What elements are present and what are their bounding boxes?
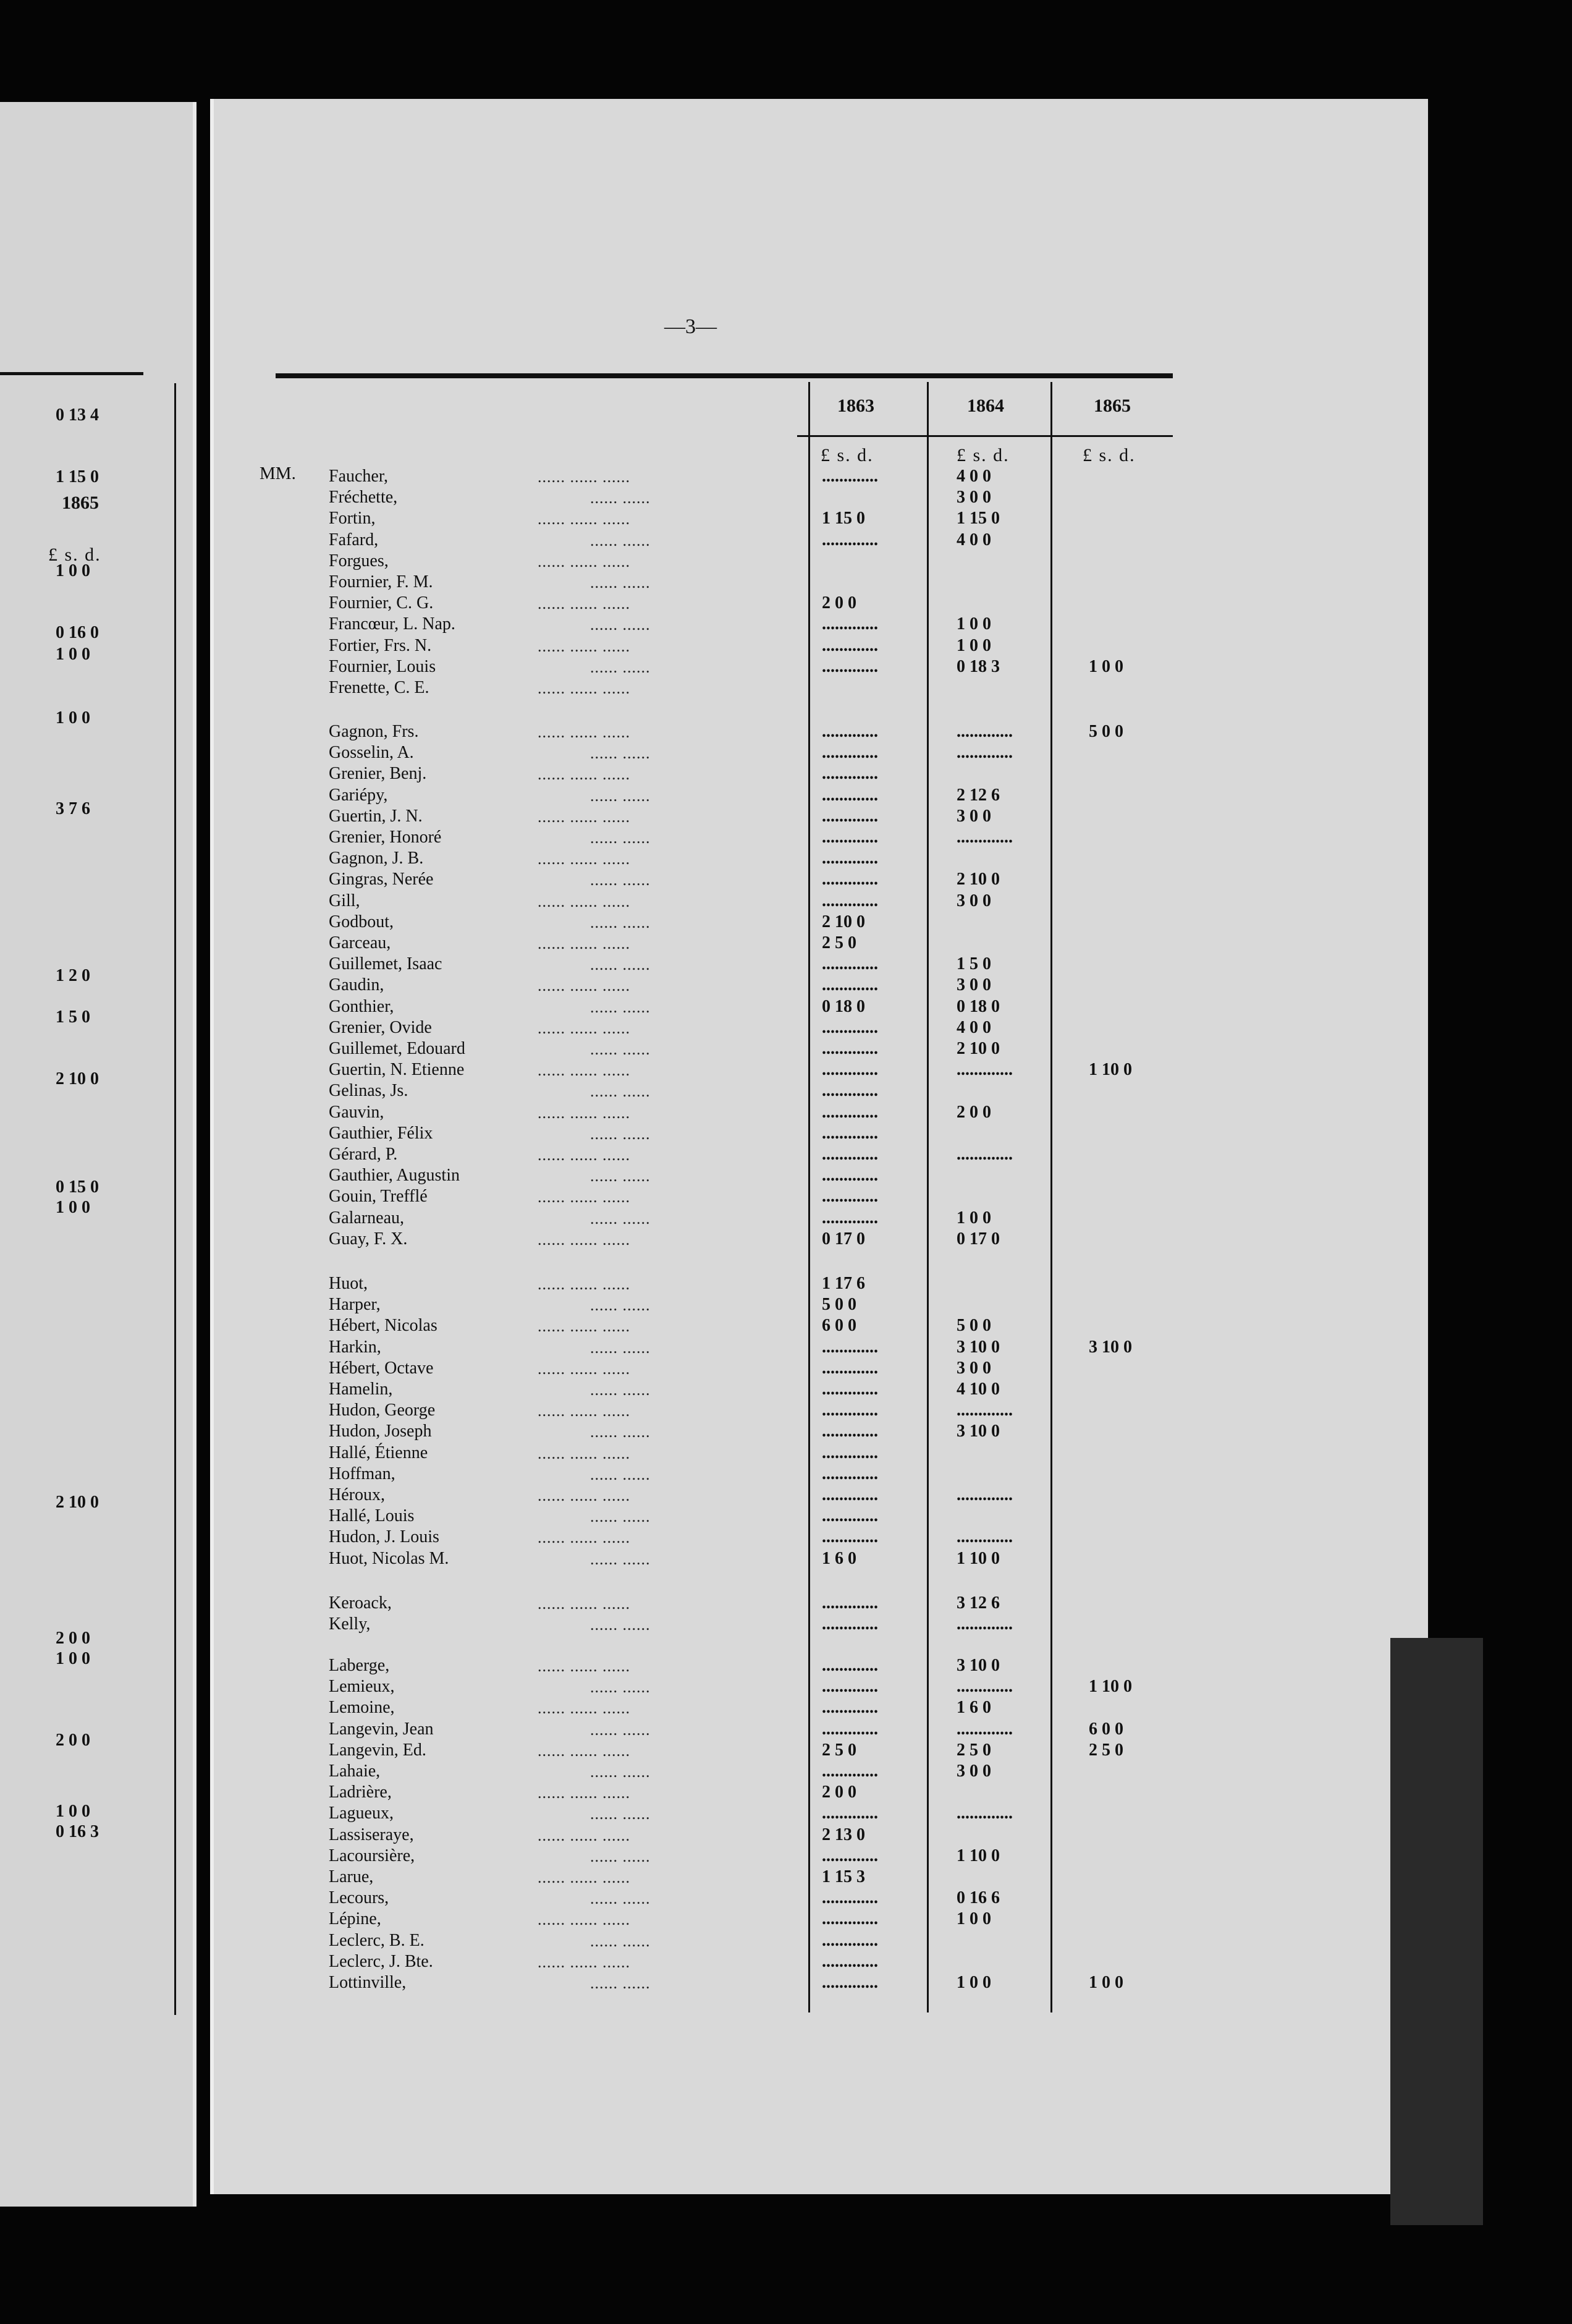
amount-1864: 3 0 0 bbox=[957, 1762, 991, 1781]
amount-1865: 1 0 0 bbox=[1089, 657, 1123, 676]
amount-1863: ............. bbox=[822, 1018, 878, 1037]
amount-1864: ............. bbox=[957, 1677, 1013, 1696]
header-rule bbox=[276, 373, 1173, 378]
entry-name: Frenette, C. E. bbox=[329, 678, 429, 697]
amount-1863: ............. bbox=[822, 807, 878, 826]
amount-1863: ............. bbox=[822, 1443, 878, 1462]
leader-dots: ...... ...... bbox=[590, 1210, 651, 1228]
facing-page-amount: 0 16 3 bbox=[56, 1822, 99, 1841]
leader-dots: ...... ...... bbox=[590, 1805, 651, 1823]
entry-name: Gauvin, bbox=[329, 1103, 384, 1122]
amount-1864: 1 10 0 bbox=[957, 1549, 1000, 1568]
entry-name: Guertin, N. Etienne bbox=[329, 1060, 465, 1079]
leader-dots: ...... ...... bbox=[590, 1763, 651, 1781]
entry-name: Fortier, Frs. N. bbox=[329, 636, 432, 655]
leader-dots: ...... ...... ...... bbox=[538, 1868, 630, 1886]
entry-name: Kelly, bbox=[329, 1614, 371, 1634]
column-rule-1865 bbox=[1050, 382, 1052, 2012]
leader-dots: ...... ...... bbox=[590, 956, 651, 973]
facing-page-year: 1865 bbox=[62, 493, 99, 513]
entry-name: Guillemet, Edouard bbox=[329, 1039, 465, 1058]
leader-dots: ...... ...... ...... bbox=[538, 679, 630, 697]
leader-dots: ...... ...... ...... bbox=[538, 1188, 630, 1206]
leader-dots: ...... ...... bbox=[590, 744, 651, 762]
amount-1864: 3 0 0 bbox=[957, 891, 991, 910]
entry-name: Guertin, J. N. bbox=[329, 807, 423, 826]
entry-name: Gouin, Trefflé bbox=[329, 1187, 428, 1206]
entry-name: Fréchette, bbox=[329, 488, 398, 507]
entry-name: Gagnon, Frs. bbox=[329, 722, 419, 741]
leader-dots: ...... ...... ...... bbox=[538, 595, 630, 613]
amount-1863: 1 15 3 bbox=[822, 1867, 865, 1886]
book-edge bbox=[1390, 1638, 1483, 2225]
amount-1864: ............. bbox=[957, 722, 1013, 741]
leader-dots: ...... ...... ...... bbox=[538, 765, 630, 783]
amount-1863: ............. bbox=[822, 1338, 878, 1357]
amount-1863: ............. bbox=[822, 1846, 878, 1865]
leader-dots: ...... ...... ...... bbox=[538, 553, 630, 570]
entry-name: Leclerc, J. Bte. bbox=[329, 1952, 433, 1971]
amount-1864: 4 0 0 bbox=[957, 530, 991, 549]
amount-1863: ............. bbox=[822, 1593, 878, 1613]
facing-page-amount: 2 10 0 bbox=[56, 1493, 99, 1512]
entry-name: Héroux, bbox=[329, 1485, 385, 1504]
amount-1864: 5 0 0 bbox=[957, 1316, 991, 1335]
facing-page-amount: 1 5 0 bbox=[56, 1007, 90, 1027]
column-header-rule bbox=[797, 435, 1173, 437]
amount-1863: ............. bbox=[822, 764, 878, 783]
entry-name: Gingras, Nerée bbox=[329, 870, 434, 889]
entry-name: Keroack, bbox=[329, 1593, 392, 1613]
entry-name: Gill, bbox=[329, 891, 360, 910]
amount-1864: 3 10 0 bbox=[957, 1338, 1000, 1357]
amount-1864: 3 0 0 bbox=[957, 1359, 991, 1378]
leader-dots: ...... ...... bbox=[590, 1125, 651, 1143]
amount-1864: 1 0 0 bbox=[957, 614, 991, 634]
leader-dots: ...... ...... bbox=[590, 871, 651, 889]
entry-name: Hudon, J. Louis bbox=[329, 1527, 439, 1546]
leader-dots: ...... ...... bbox=[590, 574, 651, 592]
amount-1865: 5 0 0 bbox=[1089, 722, 1123, 741]
currency-header-1863: £ s. d. bbox=[821, 445, 874, 465]
amount-1863: 0 18 0 bbox=[822, 997, 865, 1016]
leader-dots: ...... ...... ...... bbox=[538, 1444, 630, 1462]
amount-1864: 3 10 0 bbox=[957, 1656, 1000, 1675]
amount-1863: ............. bbox=[822, 1973, 878, 1992]
leader-dots: ...... ...... bbox=[590, 1082, 651, 1100]
leader-dots: ...... ...... ...... bbox=[538, 1360, 630, 1378]
amount-1864: ............. bbox=[957, 1060, 1013, 1079]
facing-page-amount: 1 15 0 bbox=[56, 467, 99, 486]
entry-name: Francœur, L. Nap. bbox=[329, 614, 455, 634]
entry-name: Lépine, bbox=[329, 1909, 381, 1928]
amount-1863: ............. bbox=[822, 1081, 878, 1100]
entry-name: Grenier, Honoré bbox=[329, 828, 442, 847]
entry-name: Hallé, Louis bbox=[329, 1506, 415, 1525]
amount-1863: ............. bbox=[822, 722, 878, 741]
facing-page-amount: 2 0 0 bbox=[56, 1731, 90, 1750]
leader-dots: ...... ...... ...... bbox=[538, 1742, 630, 1760]
entry-name: Gosselin, A. bbox=[329, 743, 414, 762]
amount-1863: ............. bbox=[822, 1698, 878, 1717]
leader-dots: ...... ...... ...... bbox=[538, 1402, 630, 1420]
amount-1863: ............. bbox=[822, 870, 878, 889]
entry-name: Fournier, Louis bbox=[329, 657, 436, 676]
entry-name: Forgues, bbox=[329, 551, 389, 570]
entry-name: Harper, bbox=[329, 1295, 381, 1314]
amount-1863: 5 0 0 bbox=[822, 1295, 856, 1314]
leader-dots: ...... ...... ...... bbox=[538, 893, 630, 910]
amount-1863: ............. bbox=[822, 891, 878, 910]
entry-name: Grenier, Benj. bbox=[329, 764, 427, 783]
leader-dots: ...... ...... bbox=[590, 1847, 651, 1865]
facing-page-amount: 1 0 0 bbox=[56, 1649, 90, 1668]
amount-1863: ............. bbox=[822, 636, 878, 655]
leader-dots: ...... ...... ...... bbox=[538, 1061, 630, 1079]
entry-name: Hamelin, bbox=[329, 1380, 393, 1399]
amount-1863: ............. bbox=[822, 828, 878, 847]
amount-1864: 0 16 6 bbox=[957, 1888, 1000, 1907]
entry-name: Huot, bbox=[329, 1274, 368, 1293]
leader-dots: ...... ...... ...... bbox=[538, 1699, 630, 1717]
entry-name: Fortin, bbox=[329, 509, 376, 528]
leader-dots: ...... ...... ...... bbox=[538, 1486, 630, 1504]
amount-1863: ............. bbox=[822, 1039, 878, 1058]
amount-1864: ............. bbox=[957, 1720, 1013, 1739]
leader-dots: ...... ...... bbox=[590, 1974, 651, 1992]
facing-page-amount: 0 15 0 bbox=[56, 1177, 99, 1197]
leader-dots: ...... ...... bbox=[590, 1040, 651, 1058]
amount-1863: ............. bbox=[822, 1931, 878, 1950]
leader-dots: ...... ...... ...... bbox=[538, 1019, 630, 1037]
entry-name: Gaudin, bbox=[329, 975, 384, 994]
amount-1863: 2 13 0 bbox=[822, 1825, 865, 1844]
amount-1865: 3 10 0 bbox=[1089, 1338, 1132, 1357]
entry-name: Hébert, Nicolas bbox=[329, 1316, 437, 1335]
entry-name: Gariépy, bbox=[329, 786, 388, 805]
leader-dots: ...... ...... bbox=[590, 1423, 651, 1441]
amount-1863: ............. bbox=[822, 1060, 878, 1079]
leader-dots: ...... ...... bbox=[590, 1381, 651, 1399]
leader-dots: ...... ...... bbox=[590, 787, 651, 805]
amount-1863: ............. bbox=[822, 1401, 878, 1420]
amount-1864: 2 12 6 bbox=[957, 786, 1000, 805]
amount-1864: 3 0 0 bbox=[957, 488, 991, 507]
entry-name: Guillemet, Isaac bbox=[329, 954, 442, 973]
amount-1864: 3 0 0 bbox=[957, 975, 991, 994]
honorific: MM. bbox=[260, 464, 296, 483]
leader-dots: ...... ...... ...... bbox=[538, 1104, 630, 1122]
amount-1864: ............. bbox=[957, 828, 1013, 847]
entry-name: Galarneau, bbox=[329, 1208, 405, 1228]
amount-1863: ............. bbox=[822, 467, 878, 486]
leader-dots: ...... ...... bbox=[590, 998, 651, 1016]
leader-dots: ...... ...... ...... bbox=[538, 1911, 630, 1928]
entry-name: Lecours, bbox=[329, 1888, 389, 1907]
amount-1864: 1 0 0 bbox=[957, 1973, 991, 1992]
amount-1865: 1 10 0 bbox=[1089, 1677, 1132, 1696]
amount-1863: ............. bbox=[822, 954, 878, 973]
amount-1864: 1 10 0 bbox=[957, 1846, 1000, 1865]
amount-1864: 4 0 0 bbox=[957, 1018, 991, 1037]
leader-dots: ...... ...... ...... bbox=[538, 935, 630, 952]
amount-1864: ............. bbox=[957, 1401, 1013, 1420]
amount-1863: ............. bbox=[822, 1614, 878, 1634]
leader-dots: ...... ...... ...... bbox=[538, 977, 630, 994]
amount-1864: 1 0 0 bbox=[957, 1909, 991, 1928]
amount-1864: ............. bbox=[957, 1614, 1013, 1634]
year-header-1863: 1863 bbox=[837, 396, 874, 416]
amount-1863: ............. bbox=[822, 1804, 878, 1823]
leader-dots: ...... ...... bbox=[590, 914, 651, 931]
amount-1863: ............. bbox=[822, 849, 878, 868]
leader-dots: ...... ...... bbox=[590, 1932, 651, 1950]
amount-1863: ............. bbox=[822, 1909, 878, 1928]
entry-name: Huot, Nicolas M. bbox=[329, 1549, 449, 1568]
amount-1864: 1 6 0 bbox=[957, 1698, 991, 1717]
amount-1863: 2 0 0 bbox=[822, 1783, 856, 1802]
amount-1864: 1 5 0 bbox=[957, 954, 991, 973]
amount-1864: 4 10 0 bbox=[957, 1380, 1000, 1399]
entry-name: Langevin, Jean bbox=[329, 1720, 434, 1739]
entry-name: Leclerc, B. E. bbox=[329, 1931, 425, 1950]
leader-dots: ...... ...... ...... bbox=[538, 1953, 630, 1971]
amount-1864: ............. bbox=[957, 1527, 1013, 1546]
amount-1864: ............. bbox=[957, 1804, 1013, 1823]
entry-name: Lassiseraye, bbox=[329, 1825, 414, 1844]
amount-1865: 1 10 0 bbox=[1089, 1060, 1132, 1079]
entry-name: Langevin, Ed. bbox=[329, 1741, 426, 1760]
amount-1865: 6 0 0 bbox=[1089, 1720, 1123, 1739]
entry-name: Gonthier, bbox=[329, 997, 394, 1016]
amount-1864: 1 15 0 bbox=[957, 509, 1000, 528]
entry-name: Ladrière, bbox=[329, 1783, 392, 1802]
amount-1863: ............. bbox=[822, 786, 878, 805]
currency-header-1865: £ s. d. bbox=[1083, 445, 1136, 465]
facing-page-amount: 3 7 6 bbox=[56, 799, 90, 818]
leader-dots: ...... ...... ...... bbox=[538, 1657, 630, 1675]
facing-page-currency-header: £ s. d. bbox=[48, 545, 101, 565]
currency-header-1864: £ s. d. bbox=[957, 445, 1010, 465]
entry-name: Godbout, bbox=[329, 912, 394, 931]
amount-1863: ............. bbox=[822, 1166, 878, 1185]
facing-page-amount: 1 2 0 bbox=[56, 966, 90, 985]
amount-1863: ............. bbox=[822, 1656, 878, 1675]
entry-name: Hébert, Octave bbox=[329, 1359, 434, 1378]
facing-page bbox=[0, 102, 196, 2207]
entry-name: Lacoursière, bbox=[329, 1846, 415, 1865]
leader-dots: ...... ...... ...... bbox=[538, 808, 630, 826]
amount-1863: ............. bbox=[822, 1359, 878, 1378]
column-rule-1864 bbox=[927, 382, 929, 2012]
facing-page-amount: 1 0 0 bbox=[56, 1802, 90, 1821]
entry-name: Lahaie, bbox=[329, 1762, 381, 1781]
leader-dots: ...... ...... ...... bbox=[538, 510, 630, 528]
facing-page-amount: 1 0 0 bbox=[56, 1198, 90, 1217]
entry-name: Hudon, Joseph bbox=[329, 1422, 432, 1441]
entry-name: Fournier, F. M. bbox=[329, 572, 433, 592]
amount-1864: 2 10 0 bbox=[957, 1039, 1000, 1058]
entry-name: Gelinas, Js. bbox=[329, 1081, 408, 1100]
facing-page-amount: 2 0 0 bbox=[56, 1629, 90, 1648]
leader-dots: ...... ...... ...... bbox=[538, 1146, 630, 1164]
amount-1863: ............. bbox=[822, 1187, 878, 1206]
amount-1864: 1 0 0 bbox=[957, 636, 991, 655]
leader-dots: ...... ...... ...... bbox=[538, 723, 630, 741]
amount-1863: ............. bbox=[822, 1103, 878, 1122]
amount-1865: 1 0 0 bbox=[1089, 1973, 1123, 1992]
amount-1863: ............. bbox=[822, 1145, 878, 1164]
amount-1863: ............. bbox=[822, 1888, 878, 1907]
amount-1864: 3 12 6 bbox=[957, 1593, 1000, 1613]
entry-name: Lottinville, bbox=[329, 1973, 407, 1992]
amount-1864: 2 0 0 bbox=[957, 1103, 991, 1122]
amount-1863: ............. bbox=[822, 1506, 878, 1525]
amount-1863: ............. bbox=[822, 1124, 878, 1143]
entry-name: Fournier, C. G. bbox=[329, 593, 434, 613]
entry-name: Gauthier, Félix bbox=[329, 1124, 433, 1143]
entry-name: Gérard, P. bbox=[329, 1145, 398, 1164]
amount-1863: 0 17 0 bbox=[822, 1229, 865, 1249]
entry-name: Gagnon, J. B. bbox=[329, 849, 424, 868]
amount-1863: 2 5 0 bbox=[822, 1741, 856, 1760]
leader-dots: ...... ...... ...... bbox=[538, 1529, 630, 1546]
leader-dots: ...... ...... bbox=[590, 616, 651, 634]
amount-1863: ............. bbox=[822, 1762, 878, 1781]
entry-name: Laberge, bbox=[329, 1656, 390, 1675]
leader-dots: ...... ...... ...... bbox=[538, 468, 630, 486]
leader-dots: ...... ...... bbox=[590, 1465, 651, 1483]
leader-dots: ...... ...... ...... bbox=[538, 1595, 630, 1613]
entry-name: Grenier, Ovide bbox=[329, 1018, 432, 1037]
amount-1863: ............. bbox=[822, 1485, 878, 1504]
leader-dots: ...... ...... ...... bbox=[538, 1784, 630, 1802]
amount-1863: ............. bbox=[822, 614, 878, 634]
amount-1864: 3 0 0 bbox=[957, 807, 991, 826]
amount-1864: 3 10 0 bbox=[957, 1422, 1000, 1441]
leader-dots: ...... ...... bbox=[590, 1678, 651, 1696]
leader-dots: ...... ...... bbox=[590, 1889, 651, 1907]
facing-page-amount: 2 10 0 bbox=[56, 1069, 99, 1088]
amount-1864: 2 5 0 bbox=[957, 1741, 991, 1760]
facing-page-amount: 0 13 4 bbox=[56, 405, 99, 425]
facing-page-top-rule bbox=[0, 372, 143, 375]
leader-dots: ...... ...... ...... bbox=[538, 850, 630, 868]
amount-1864: ............. bbox=[957, 743, 1013, 762]
amount-1863: ............. bbox=[822, 1952, 878, 1971]
amount-1863: 2 5 0 bbox=[822, 933, 856, 952]
leader-dots: ...... ...... bbox=[590, 1296, 651, 1314]
entry-name: Larue, bbox=[329, 1867, 374, 1886]
entry-name: Lemieux, bbox=[329, 1677, 395, 1696]
amount-1863: ............. bbox=[822, 657, 878, 676]
leader-dots: ...... ...... bbox=[590, 1616, 651, 1634]
amount-1863: 1 15 0 bbox=[822, 509, 865, 528]
leader-dots: ...... ...... bbox=[590, 489, 651, 507]
amount-1863: 6 0 0 bbox=[822, 1316, 856, 1335]
leader-dots: ...... ...... bbox=[590, 829, 651, 847]
leader-dots: ...... ...... bbox=[590, 1550, 651, 1568]
amount-1864: ............. bbox=[957, 1145, 1013, 1164]
amount-1864: 4 0 0 bbox=[957, 467, 991, 486]
amount-1863: ............. bbox=[822, 743, 878, 762]
amount-1864: 0 17 0 bbox=[957, 1229, 1000, 1249]
amount-1863: ............. bbox=[822, 1208, 878, 1228]
leader-dots: ...... ...... ...... bbox=[538, 1826, 630, 1844]
entry-name: Harkin, bbox=[329, 1338, 381, 1357]
amount-1863: ............. bbox=[822, 1677, 878, 1696]
amount-1863: ............. bbox=[822, 530, 878, 549]
amount-1864: ............. bbox=[957, 1485, 1013, 1504]
amount-1863: 1 17 6 bbox=[822, 1274, 865, 1293]
entry-name: Faucher, bbox=[329, 467, 389, 486]
amount-1864: 1 0 0 bbox=[957, 1208, 991, 1228]
page-number: —3— bbox=[664, 315, 717, 338]
leader-dots: ...... ...... ...... bbox=[538, 1275, 630, 1293]
amount-1863: 1 6 0 bbox=[822, 1549, 856, 1568]
entry-name: Lemoine, bbox=[329, 1698, 395, 1717]
entry-name: Lagueux, bbox=[329, 1804, 394, 1823]
entry-name: Fafard, bbox=[329, 530, 379, 549]
amount-1864: 0 18 3 bbox=[957, 657, 1000, 676]
entry-name: Gauthier, Augustin bbox=[329, 1166, 460, 1185]
leader-dots: ...... ...... bbox=[590, 658, 651, 676]
year-header-1864: 1864 bbox=[967, 396, 1004, 416]
facing-page-amount: 1 0 0 bbox=[56, 708, 90, 727]
leader-dots: ...... ...... ...... bbox=[538, 1317, 630, 1335]
column-rule-1863 bbox=[808, 382, 810, 2012]
amount-1863: ............. bbox=[822, 1422, 878, 1441]
entry-name: Hudon, George bbox=[329, 1401, 436, 1420]
amount-1863: 2 10 0 bbox=[822, 912, 865, 931]
facing-page-amount: 1 0 0 bbox=[56, 561, 90, 580]
amount-1863: 2 0 0 bbox=[822, 593, 856, 613]
facing-page-amount: 0 16 0 bbox=[56, 623, 99, 642]
amount-1863: ............. bbox=[822, 1720, 878, 1739]
entry-name: Hoffman, bbox=[329, 1464, 395, 1483]
leader-dots: ...... ...... ...... bbox=[538, 1231, 630, 1249]
amount-1863: ............. bbox=[822, 1464, 878, 1483]
entry-name: Garceau, bbox=[329, 933, 391, 952]
facing-page-amount: 1 0 0 bbox=[56, 645, 90, 664]
amount-1864: 0 18 0 bbox=[957, 997, 1000, 1016]
leader-dots: ...... ...... bbox=[590, 1167, 651, 1185]
entry-name: Hallé, Étienne bbox=[329, 1443, 428, 1462]
entry-name: Guay, F. X. bbox=[329, 1229, 408, 1249]
amount-1863: ............. bbox=[822, 975, 878, 994]
facing-page-column-rule bbox=[174, 383, 176, 2015]
amount-1865: 2 5 0 bbox=[1089, 1741, 1123, 1760]
amount-1863: ............. bbox=[822, 1527, 878, 1546]
leader-dots: ...... ...... bbox=[590, 532, 651, 549]
leader-dots: ...... ...... bbox=[590, 1339, 651, 1357]
amount-1864: 2 10 0 bbox=[957, 870, 1000, 889]
leader-dots: ...... ...... bbox=[590, 1721, 651, 1739]
leader-dots: ...... ...... bbox=[590, 1508, 651, 1525]
leader-dots: ...... ...... ...... bbox=[538, 637, 630, 655]
year-header-1865: 1865 bbox=[1094, 396, 1131, 416]
amount-1863: ............. bbox=[822, 1380, 878, 1399]
